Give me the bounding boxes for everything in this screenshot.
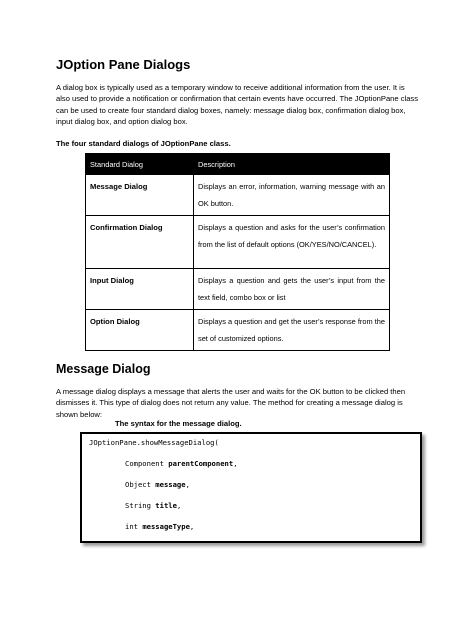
code-param-type: Object [125, 480, 156, 489]
table-caption: The four standard dialogs of JOptionPane class. [56, 139, 231, 148]
code-param-type: Component [125, 459, 169, 468]
dialog-description: Displays a question and gets the user’s input from the text field, combo box or list [194, 269, 390, 310]
code-line [125, 459, 238, 468]
standard-dialogs-table [85, 153, 390, 351]
code-punct: , [189, 522, 195, 531]
code-param-name: parentComponent [168, 459, 234, 468]
code-block [80, 432, 422, 543]
header-description: Description [194, 154, 390, 175]
table-row [86, 175, 390, 216]
code-punct: , [176, 501, 182, 510]
dialog-description: Displays an error, information, warning message with an OK button. [194, 175, 390, 216]
dialog-name: Confirmation Dialog [86, 216, 194, 269]
message-dialog-paragraph: A message dialog displays a message that alerts the user and waits for the OK button to be clicked then dismisses it. This type of dialog does not return any value. The method for creating a message dialog is shown below: [56, 387, 406, 419]
dialog-name: Input Dialog [86, 269, 194, 310]
syntax-caption: The syntax for the message dialog. [115, 419, 242, 428]
table-row [86, 216, 390, 269]
code-line [125, 522, 194, 531]
code-line [125, 501, 181, 510]
code-param-type: int [125, 522, 143, 531]
code-line [89, 438, 219, 447]
intro-paragraph: A dialog box is typically used as a temporary window to receive additional information from the user. It is also used to provide a notification or confirmation that certain events have occurred. The JOptionPane class can be used to create four standard dialog boxes, namely: message dialog box, confirmation dialog box, input dialog box, and option dialog box. [56, 83, 419, 127]
dialog-name: Option Dialog [86, 310, 194, 351]
dialog-description: Displays a question and get the user’s response from the set of customized options. [194, 310, 390, 351]
code-punct: , [185, 480, 190, 489]
code-punct: , [233, 459, 238, 468]
table-row [86, 269, 390, 310]
code-param-name: title [155, 501, 177, 510]
header-standard-dialog: Standard Dialog [86, 154, 194, 175]
code-param-type: String [125, 501, 156, 510]
code-line [125, 480, 190, 489]
table-row [86, 310, 390, 351]
section-heading-message-dialog: Message Dialog [56, 362, 151, 376]
code-param-name: message [155, 480, 186, 489]
dialog-description: Displays a question and asks for the user’s confirmation from the list of default options (OK/YES/NO/CANCEL). [194, 216, 390, 269]
table-header-row [86, 154, 390, 175]
section-heading-joptionpane: JOption Pane Dialogs [56, 57, 191, 72]
dialog-name: Message Dialog [86, 175, 194, 216]
code-param-name: messageType [142, 522, 190, 531]
code-method-call: JOptionPane.showMessageDialog( [89, 438, 219, 447]
